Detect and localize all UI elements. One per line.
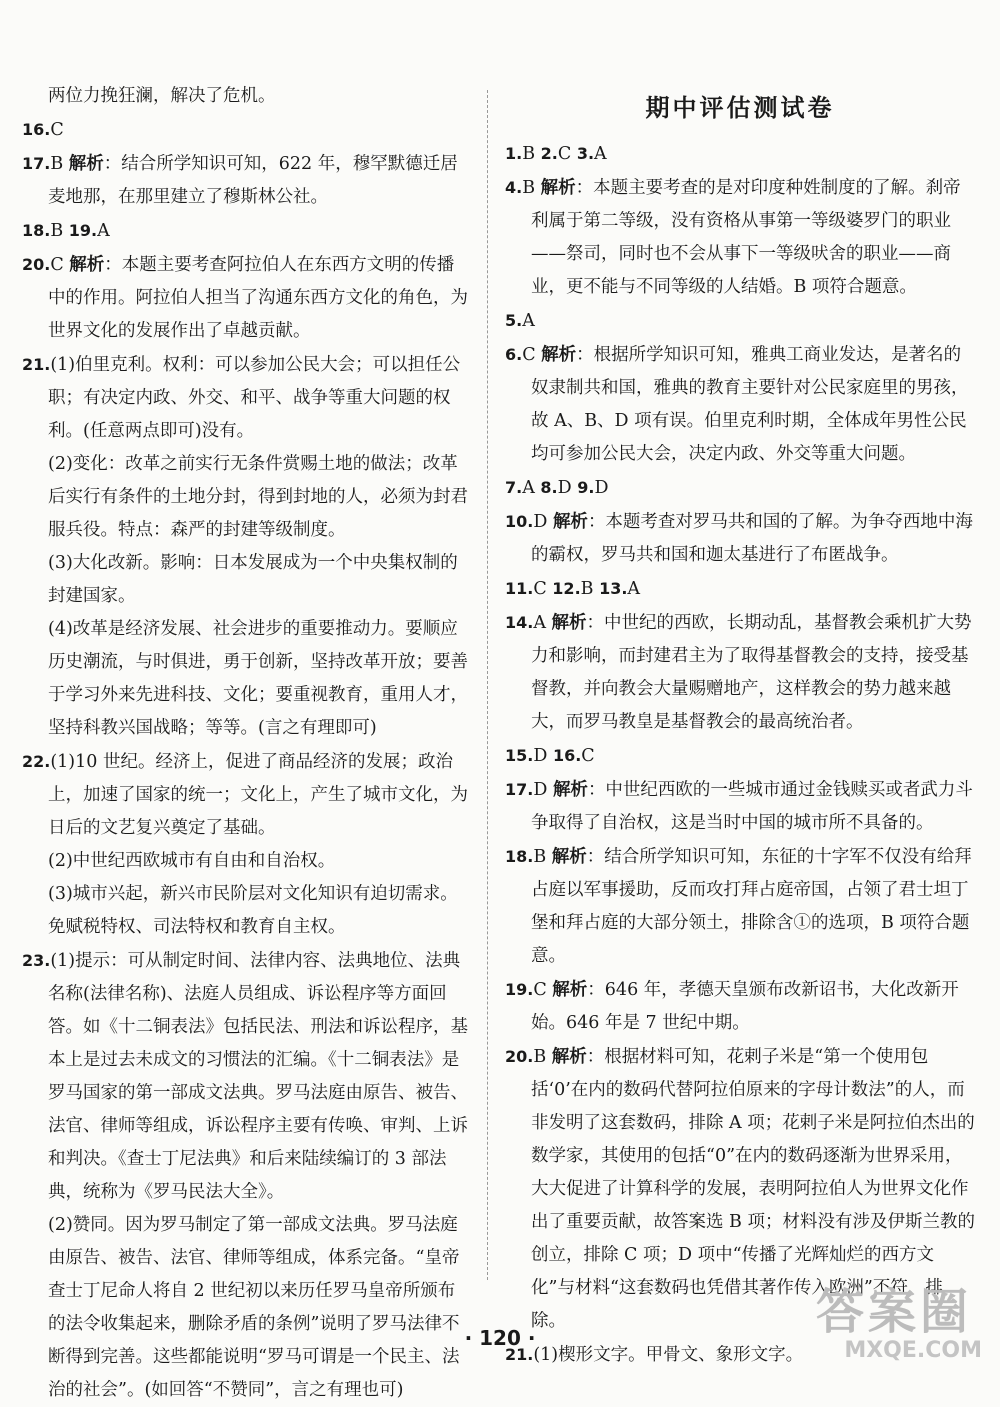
question-number: 9. bbox=[577, 478, 595, 497]
answer-choice: D bbox=[533, 780, 553, 800]
answer-item bbox=[22, 845, 470, 878]
answer-choice: B bbox=[522, 178, 541, 198]
section-title: 期中评估测试卷 bbox=[645, 93, 835, 122]
answer-text: (3)城市兴起，新兴市民阶层对文化知识有迫切需求。免赋税特权、司法特权和教育自主权。 bbox=[48, 884, 458, 937]
answer-choice: C bbox=[581, 746, 595, 766]
answer-item bbox=[22, 448, 470, 547]
question-number: 20. bbox=[505, 1047, 534, 1066]
analysis-label: 解析 bbox=[540, 178, 576, 198]
answer-item bbox=[505, 471, 975, 505]
answer-choice: C bbox=[533, 579, 553, 599]
question-number: 15. bbox=[505, 746, 534, 765]
answer-item bbox=[22, 613, 470, 745]
answer-item bbox=[22, 547, 470, 613]
right-answers bbox=[505, 137, 975, 1372]
answer-choice: C bbox=[533, 980, 553, 1000]
answer-text: ：根据材料可知，花剌子米是“第一个使用包括‘0’在内的数码代替阿拉伯原来的字母计数法”的人，而非发明了这套数码，排除 A 项；花剌子米是阿拉伯杰出的数学家，其使用的包括“0”在内的数码逐渐为世界采用，大大促进了计算科学的发展，表明阿拉伯人为世界文化作出了重要贡献，故答案选 B 项；材料没有涉及伊斯兰教的创立，排除 C 项；D 项中“传播了光辉灿烂的西方文化”与材料“这套数码也凭借其著作传入欧洲”不符，排除。 bbox=[531, 1047, 975, 1331]
question-number: 12. bbox=[552, 579, 581, 598]
analysis-label: 解析 bbox=[541, 345, 577, 365]
answer-text: (1)楔形文字。甲骨文、象形文字。 bbox=[533, 1345, 804, 1365]
analysis-label: 解析 bbox=[551, 847, 587, 867]
answer-item bbox=[22, 1209, 470, 1407]
question-number: 10. bbox=[505, 512, 534, 531]
answer-item bbox=[22, 944, 470, 1209]
analysis-label: 解析 bbox=[552, 980, 588, 1000]
question-number: 4. bbox=[505, 178, 523, 197]
question-number: 20. bbox=[22, 255, 51, 274]
answer-item bbox=[22, 348, 470, 448]
question-number: 22. bbox=[22, 752, 51, 771]
analysis-label: 解析 bbox=[552, 780, 588, 800]
answer-choice: B bbox=[50, 221, 69, 241]
answer-text: ：结合所学知识可知，东征的十字军不仅没有给拜占庭以军事援助，反而攻打拜占庭帝国，占领了君士坦丁堡和拜占庭的大部分领土，排除含①的选项，B 项符合题意。 bbox=[531, 847, 972, 966]
question-number: 19. bbox=[68, 221, 98, 240]
answer-text: (2)赞同。因为罗马制定了第一部成文法典。罗马法庭由原告、被告、法官、律师等组成，体系完备。“皇帝查士丁尼命人将自 2 世纪初以来历任罗马皇帝所颁布的法令收集起来，删除矛盾的条例”说明了罗马法律不断得到完善。这些都能说明“罗马可谓是一个民主、法治的社会”。(如回答“不赞同”，言之有理也可) bbox=[48, 1215, 460, 1400]
left-column bbox=[22, 80, 470, 1407]
question-number: 3. bbox=[576, 144, 595, 163]
answer-item bbox=[505, 773, 975, 840]
question-number: 13. bbox=[599, 579, 628, 598]
answer-text: ：结合所学知识可知，622 年，穆罕默德迁居麦地那，在那里建立了穆斯林公社。 bbox=[48, 154, 458, 207]
question-number: 14. bbox=[505, 613, 534, 632]
answer-choice: A bbox=[594, 144, 607, 164]
question-number: 17. bbox=[505, 780, 534, 799]
answer-text: ：根据所学知识可知，雅典工商业发达，是著名的奴隶制共和国，雅典的教育主要针对公民家庭里的男孩，故 A、B、D 项有误。伯里克利时期，全体成年男性公民均可参加公民大会，决定内政、外交等重大问题。 bbox=[531, 345, 969, 464]
answer-choice: D bbox=[557, 478, 578, 498]
answer-choice: B bbox=[580, 579, 600, 599]
answer-item bbox=[505, 973, 975, 1040]
answer-text: 两位力挽狂澜，解决了危机。 bbox=[48, 86, 276, 106]
answer-item bbox=[505, 304, 975, 338]
answer-choice: A bbox=[522, 311, 535, 331]
answer-item bbox=[22, 878, 470, 944]
answer-text: (1)伯里克利。权利：可以参加公民大会；可以担任公职；有决定内政、外交、和平、战争等重大问题的权利。(任意两点即可)没有。 bbox=[48, 355, 461, 441]
question-number: 21. bbox=[22, 355, 51, 374]
answer-text: ：中世纪的西欧，长期动乱，基督教会乘机扩大势力和影响，而封建君主为了取得基督教会的支持，接受基督教，并向教会大量赐赠地产，这样教会的势力越来越大，而罗马教皇是基督教会的最高统治者。 bbox=[531, 613, 972, 732]
question-number: 7. bbox=[505, 478, 523, 497]
answer-choice: A bbox=[97, 221, 110, 241]
analysis-label: 解析 bbox=[551, 613, 587, 633]
answer-text: (2)中世纪西欧城市有自由和自治权。 bbox=[48, 851, 336, 871]
answer-choice: C bbox=[522, 345, 542, 365]
answer-text: (1)10 世纪。经济上，促进了商品经济的发展；政治上，加速了国家的统一；文化上，产生了城市文化，为日后的文艺复兴奠定了基础。 bbox=[48, 752, 468, 838]
analysis-label: 解析 bbox=[551, 1047, 587, 1067]
answer-item bbox=[505, 606, 975, 739]
question-number: 5. bbox=[505, 311, 523, 330]
answer-choice: D bbox=[594, 478, 609, 498]
answer-text: ：646 年，孝德天皇颁布改新诏书，大化改新开始。646 年是 7 世纪中期。 bbox=[531, 980, 959, 1033]
answer-item bbox=[22, 248, 470, 348]
answer-choice: D bbox=[533, 512, 553, 532]
question-number: 1. bbox=[505, 144, 523, 163]
question-number: 18. bbox=[505, 847, 534, 866]
answer-choice: B bbox=[50, 154, 69, 174]
answer-text: (1)提示：可从制定时间、法律内容、法典地位、法典名称(法律名称)、法庭人员组成、诉讼程序等方面回答。如《十二铜表法》包括民法、刑法和诉讼程序，基本上是过去未成文的习惯法的汇编。《十二铜表法》是罗马国家的第一部成文法典。罗马法庭由原告、被告、法官、律师等组成，诉讼程序主要有传唤、审判、上诉和判决。《查士丁尼法典》和后来陆续编订的 3 部法典，统称为《罗马民法大全》。 bbox=[48, 951, 468, 1202]
analysis-label: 解析 bbox=[68, 154, 104, 174]
answer-item bbox=[505, 505, 975, 572]
answer-text: (4)改革是经济发展、社会进步的重要推动力。要顺应历史潮流，与时俱进，勇于创新，坚持改革开放；要善于学习外来先进科技、文化；要重视教育，重用人才，坚持科教兴国战略；等等。(言之有理即可) bbox=[48, 619, 468, 738]
answer-item bbox=[22, 214, 470, 248]
answer-choice: A bbox=[533, 613, 552, 633]
question-number: 18. bbox=[22, 221, 51, 240]
answer-choice: C bbox=[557, 144, 577, 164]
answer-text: ：本题主要考查阿拉伯人在东西方文明的传播中的作用。阿拉伯人担当了沟通东西方文化的角色，为世界文化的发展作出了卓越贡献。 bbox=[48, 255, 468, 341]
analysis-label: 解析 bbox=[552, 512, 588, 532]
question-number: 19. bbox=[505, 980, 534, 999]
page-number: · 120 · bbox=[464, 1326, 536, 1350]
answer-item bbox=[505, 338, 975, 471]
question-number: 6. bbox=[505, 345, 523, 364]
question-number: 16. bbox=[552, 746, 582, 765]
analysis-label: 解析 bbox=[69, 255, 105, 275]
question-number: 23. bbox=[22, 951, 51, 970]
answer-choice: A bbox=[627, 579, 641, 599]
answer-item bbox=[22, 80, 470, 113]
answer-item bbox=[22, 113, 470, 147]
answer-text: ：中世纪西欧的一些城市通过金钱赎买或者武力斗争取得了自治权，这是当时中国的城市所不具备的。 bbox=[531, 780, 973, 833]
answer-choice: C bbox=[50, 255, 70, 275]
answer-choice: C bbox=[50, 120, 64, 140]
answer-item bbox=[505, 739, 975, 773]
answer-choice: A bbox=[522, 478, 541, 498]
answer-item bbox=[505, 572, 975, 606]
question-number: 8. bbox=[540, 478, 558, 497]
answer-item bbox=[505, 137, 975, 171]
answer-choice: B bbox=[533, 847, 552, 867]
question-number: 2. bbox=[540, 144, 558, 163]
answer-item bbox=[505, 840, 975, 973]
question-number: 11. bbox=[505, 579, 534, 598]
answer-text: ：本题主要考查的是对印度种姓制度的了解。刹帝利属于第二等级，没有资格从事第一等级婆罗门的职业——祭司，同时也不会从事下一等级吠舍的职业——商业，更不能与不同等级的人结婚。B 项符合题意。 bbox=[531, 178, 961, 297]
watermark-logo: 答案圈 MXQE.COM bbox=[815, 1284, 982, 1363]
answer-choice: B bbox=[522, 144, 541, 164]
answer-item bbox=[22, 147, 470, 214]
right-column bbox=[505, 80, 975, 1372]
answer-text: (3)大化改新。影响：日本发展成为一个中央集权制的封建国家。 bbox=[48, 553, 458, 606]
answer-text: ：本题考查对罗马共和国的了解。为争夺西地中海的霸权，罗马共和国和迦太基进行了布匿战争。 bbox=[531, 512, 973, 565]
question-number: 17. bbox=[22, 154, 51, 173]
answer-text: (2)变化：改革之前实行无条件赏赐土地的做法；改革后实行有条件的土地分封，得到封地的人，必须为封君服兵役。特点：森严的封建等级制度。 bbox=[48, 454, 468, 540]
question-number: 21. bbox=[505, 1345, 534, 1364]
answer-item bbox=[22, 745, 470, 845]
answer-item bbox=[505, 171, 975, 304]
answer-choice: D bbox=[533, 746, 553, 766]
column-divider bbox=[487, 90, 488, 1280]
answer-choice: B bbox=[533, 1047, 552, 1067]
question-number: 16. bbox=[22, 120, 51, 139]
